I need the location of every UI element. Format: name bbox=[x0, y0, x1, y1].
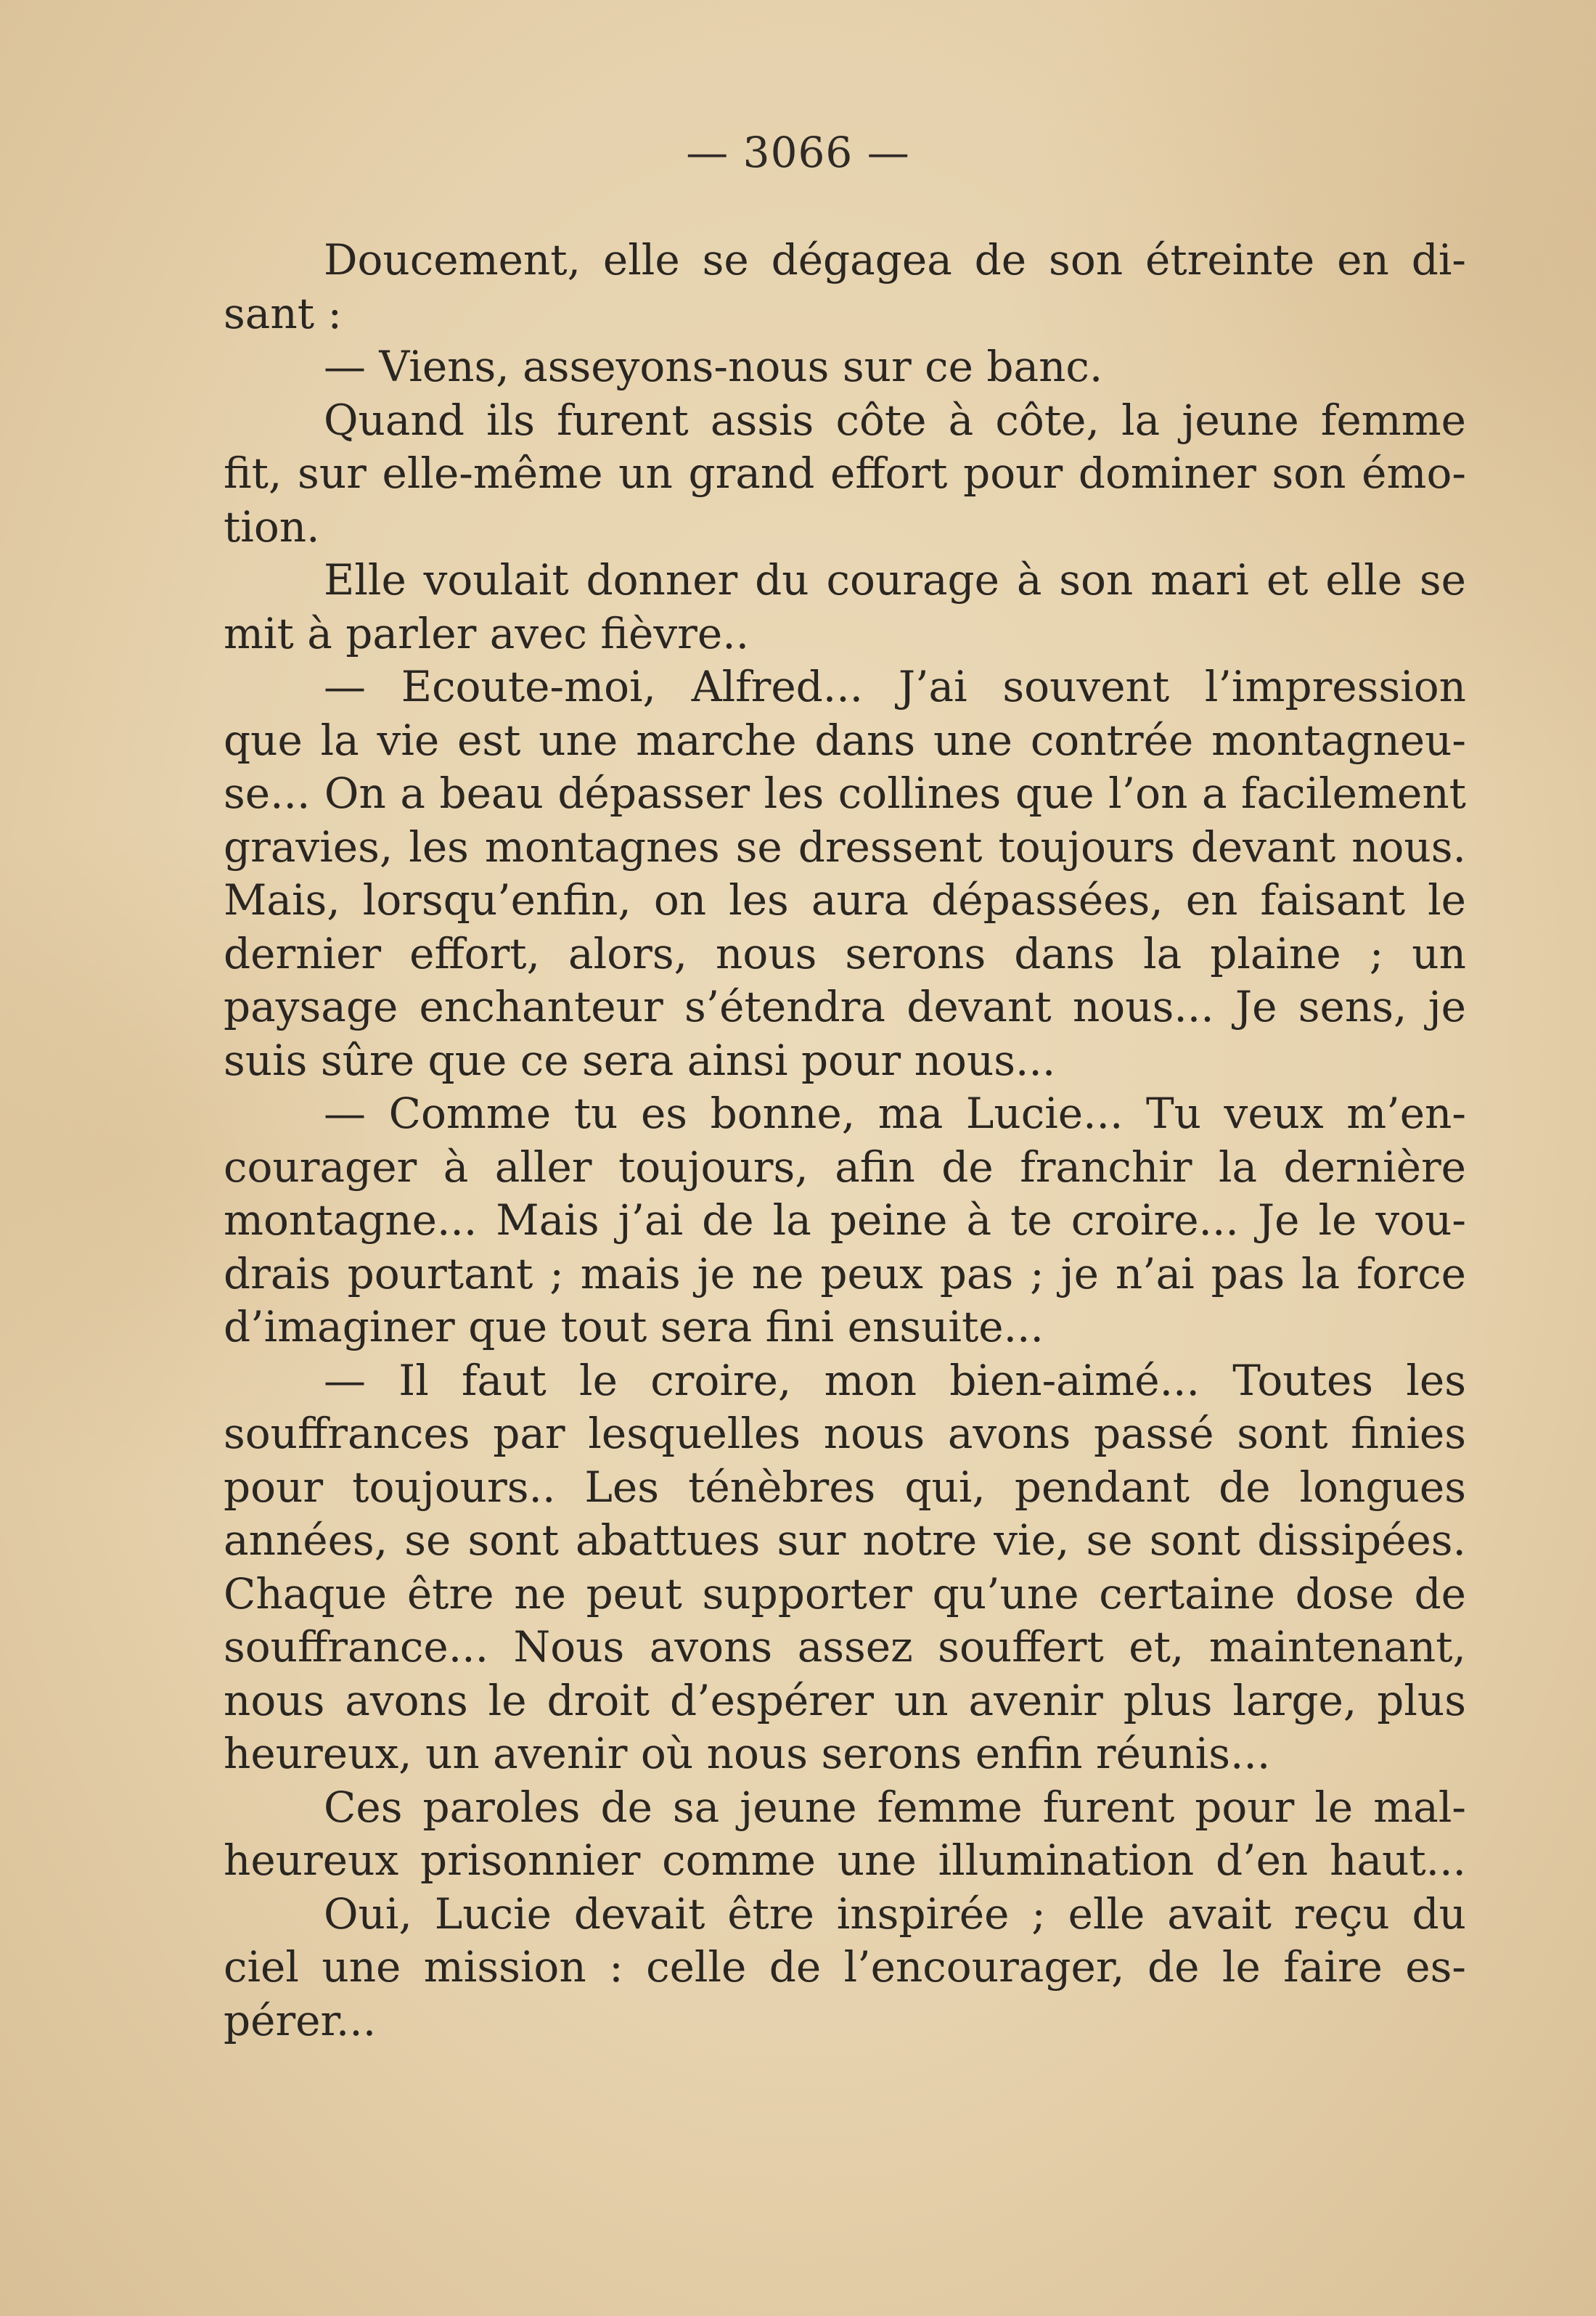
text-line: souffrance... Nous avons assez souffert et, maintenant, bbox=[224, 1622, 1466, 1671]
text-line: ciel une mission : celle de l’encourager, de le faire es- bbox=[224, 1942, 1466, 1992]
text-line: souffrances par lesquelles nous avons passé sont finies bbox=[224, 1409, 1466, 1458]
text-line: d’imaginer que tout sera fini ensuite... bbox=[224, 1302, 1044, 1351]
text-line: Quand ils furent assis côte à côte, la jeune femme bbox=[324, 395, 1466, 445]
text-line: mit à parler avec fièvre.. bbox=[224, 608, 750, 658]
text-line: Ces paroles de sa jeune femme furent pour le mal- bbox=[324, 1782, 1466, 1832]
text-line: montagne... Mais j’ai de la peine à te croire... Je le vou- bbox=[224, 1195, 1466, 1245]
body-text bbox=[224, 234, 1466, 2047]
text-line: heureux prisonnier comme une illumination d’en haut... bbox=[224, 1836, 1466, 1885]
text-line: gravies, les montagnes se dressent toujours devant nous. bbox=[224, 822, 1466, 872]
text-line: pérer... bbox=[224, 1995, 377, 2045]
text-line: Doucement, elle se dégagea de son étreinte en di- bbox=[324, 235, 1466, 285]
text-line: — Il faut le croire, mon bien-aimé... Toutes les bbox=[324, 1355, 1466, 1405]
text-line: Mais, lorsqu’enfin, on les aura dépassées, en faisant le bbox=[224, 875, 1466, 925]
text-line: — Viens, asseyons-nous sur ce banc. bbox=[324, 342, 1103, 391]
text-line: drais pourtant ; mais je ne peux pas ; je n’ai pas la force bbox=[224, 1248, 1466, 1298]
text-line: fit, sur elle-même un grand effort pour dominer son émo- bbox=[224, 449, 1466, 498]
text-line: — Ecoute-moi, Alfred... J’ai souvent l’impression bbox=[324, 662, 1466, 711]
text-line: que la vie est une marche dans une contrée montagneu- bbox=[224, 715, 1466, 765]
text-line: sant : bbox=[224, 288, 342, 338]
text-line: pour toujours.. Les ténèbres qui, pendant de longues bbox=[224, 1462, 1466, 1512]
text-line: — Comme tu es bonne, ma Lucie... Tu veux m’en- bbox=[324, 1089, 1466, 1138]
text-line: se... On a beau dépasser les collines que l’on a facilement bbox=[224, 769, 1466, 818]
text-line: heureux, un avenir où nous serons enfin réunis... bbox=[224, 1729, 1271, 1778]
text-line: courager à aller toujours, afin de franchir la dernière bbox=[224, 1142, 1466, 1192]
text-line: années, se sont abattues sur notre vie, se sont dissipées. bbox=[224, 1515, 1466, 1565]
text-line: paysage enchanteur s’étendra devant nous... Je sens, je bbox=[224, 982, 1466, 1031]
text-line: nous avons le droit d’espérer un avenir plus large, plus bbox=[224, 1675, 1466, 1725]
text-line: suis sûre que ce sera ainsi pour nous... bbox=[224, 1035, 1056, 1085]
text-line: Elle voulait donner du courage à son mari et elle se bbox=[324, 555, 1466, 605]
text-line: Oui, Lucie devait être inspirée ; elle avait reçu du bbox=[324, 1889, 1466, 1939]
text-line: dernier effort, alors, nous serons dans la plaine ; un bbox=[224, 928, 1466, 978]
text-line: tion. bbox=[224, 502, 320, 552]
page-number: — 3066 — bbox=[686, 128, 910, 177]
text-line: Chaque être ne peut supporter qu’une certaine dose de bbox=[224, 1568, 1466, 1619]
